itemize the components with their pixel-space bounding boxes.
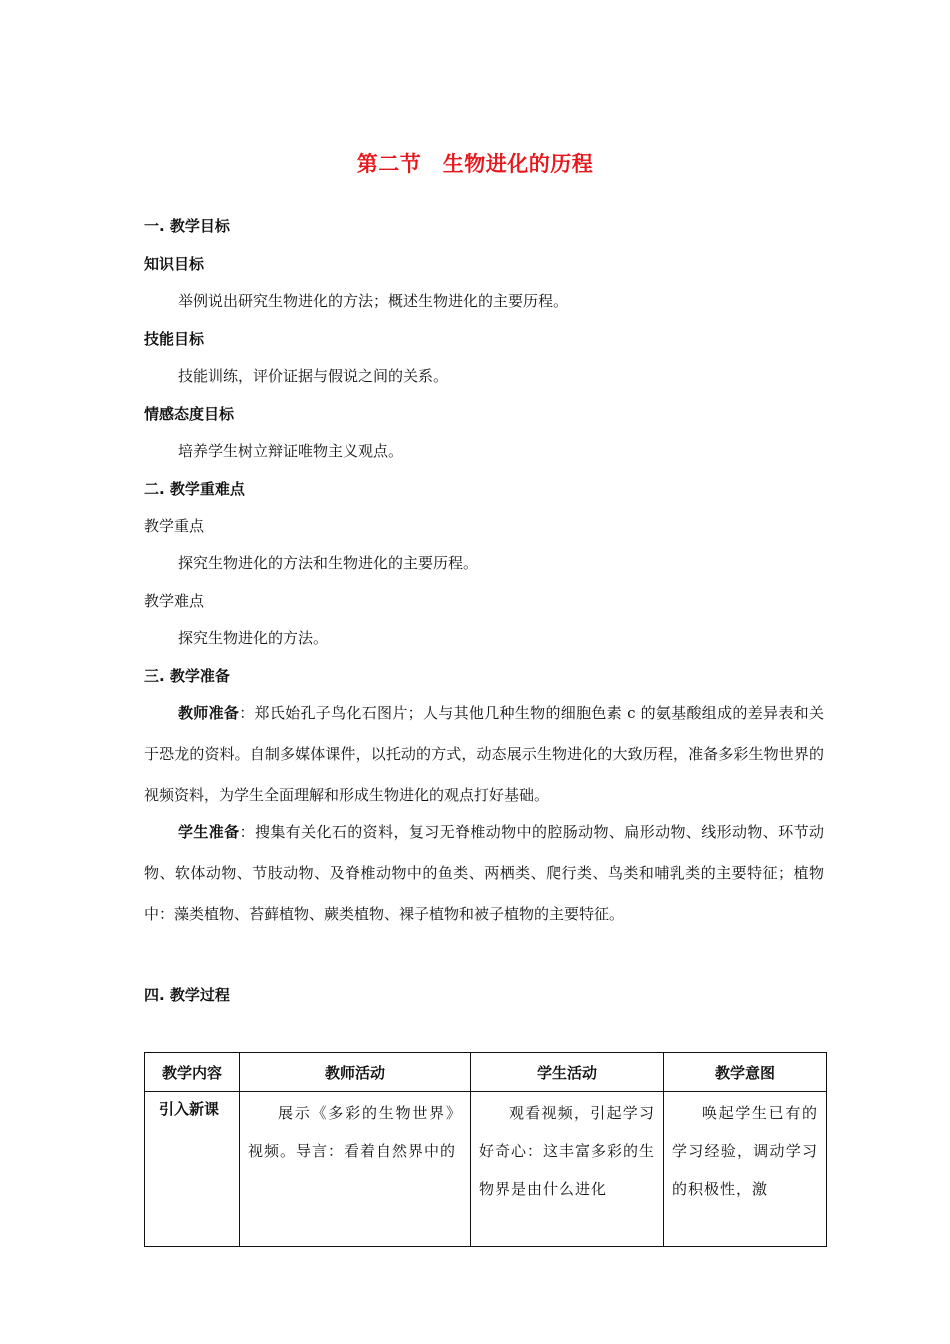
difficult-point-text: 探究生物进化的方法。	[178, 629, 329, 647]
column-header: 教师活动	[240, 1053, 471, 1092]
emotion-goal-text: 培养学生树立辩证唯物主义观点。	[178, 442, 404, 460]
teacher-prep-paragraph	[144, 693, 824, 816]
column-header: 教学内容	[145, 1053, 240, 1092]
page-title: 第二节 生物进化的历程	[356, 152, 594, 176]
teacher-activity-text: 展示《多彩的生物世界》视频。导言：看着自然界中的	[248, 1104, 462, 1160]
teaching-process-table	[144, 1052, 827, 1247]
table-header-row	[145, 1053, 827, 1092]
knowledge-goal-text: 举例说出研究生物进化的方法；概述生物进化的主要历程。	[178, 292, 569, 310]
row-label: 引入新课	[159, 1100, 220, 1118]
column-header: 学生活动	[471, 1053, 664, 1092]
skill-goal-text: 技能训练，评价证据与假说之间的关系。	[178, 367, 449, 385]
table-row	[145, 1092, 827, 1247]
student-activity-text: 观看视频，引起学习好奇心：这丰富多彩的生物界是由什么进化	[479, 1104, 656, 1198]
knowledge-goal-heading: 知识目标	[144, 255, 205, 273]
key-point-label: 教学重点	[144, 517, 205, 535]
student-prep-text: ：搜集有关化石的资料，复习无脊椎动物中的腔肠动物、扁形动物、线形动物、环节动物、软体动物、节肢动物、及脊椎动物中的鱼类、两栖类、爬行类、鸟类和哺乳类的主要特征；植物中：藻类植物、苔藓植物、蕨类植物、裸子植物和被子植物的主要特征。	[144, 823, 824, 923]
section-4-heading: 四. 教学过程	[144, 986, 230, 1004]
section-3-heading: 三. 教学准备	[144, 667, 230, 685]
teacher-prep-label: 教师准备	[178, 704, 240, 722]
section-2-heading: 二. 教学重难点	[144, 480, 245, 498]
teaching-intent-text: 唤起学生已有的学习经验，调动学习的积极性，激	[672, 1104, 818, 1198]
table-cell	[240, 1092, 471, 1247]
table-cell	[664, 1092, 827, 1247]
column-header: 教学意图	[664, 1053, 827, 1092]
student-prep-label: 学生准备	[178, 823, 240, 841]
student-prep-paragraph	[144, 812, 824, 935]
table-cell	[145, 1092, 240, 1247]
teacher-prep-text: ：郑氏始孔子鸟化石图片；人与其他几种生物的细胞色素 c 的氨基酸组成的差异表和关于恐龙的资料。自制多媒体课件，以托动的方式，动态展示生物进化的大致历程，准备多彩生物世界的视频资料，为学生全面理解和形成生物进化的观点打好基础。	[144, 704, 824, 804]
table-cell	[471, 1092, 664, 1247]
difficult-point-label: 教学难点	[144, 592, 205, 610]
key-point-text: 探究生物进化的方法和生物进化的主要历程。	[178, 554, 479, 572]
section-1-heading: 一. 教学目标	[144, 217, 230, 235]
skill-goal-heading: 技能目标	[144, 330, 205, 348]
emotion-goal-heading: 情感态度目标	[144, 405, 235, 423]
